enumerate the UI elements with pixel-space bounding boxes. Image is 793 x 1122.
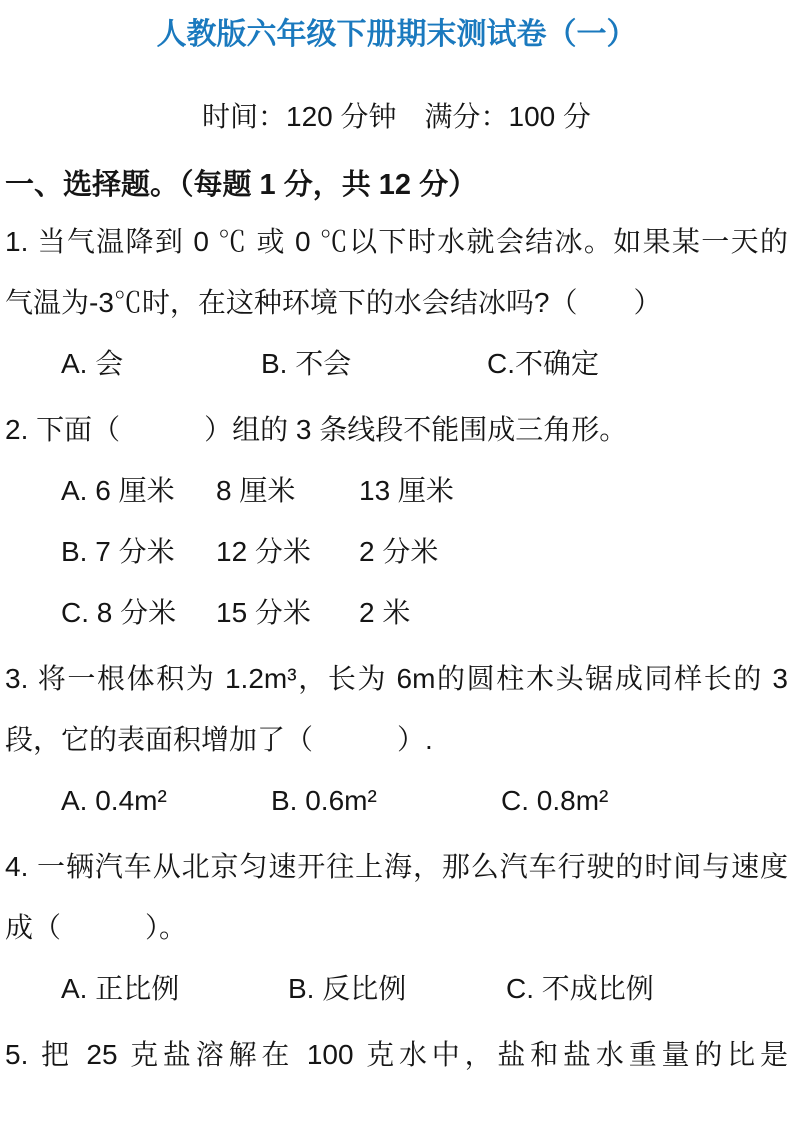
question-4-option-c: C. 不成比例 bbox=[506, 973, 654, 1004]
question-1-option-b: B. 不会 bbox=[261, 348, 352, 379]
question-2-option-c-cell-3: 2 米 bbox=[359, 597, 411, 628]
question-3-option-b: B. 0.6m² bbox=[271, 785, 377, 816]
question-3-option-c: C. 0.8m² bbox=[501, 785, 609, 816]
question-2-option-b-cell-3: 2 分米 bbox=[359, 536, 439, 567]
section-heading: 一、选择题。（每题 1 分，共 12 分） bbox=[5, 169, 478, 201]
question-4-line-1: 4. 一辆汽车从北京匀速开往上海，那么汽车行驶的时间与速度 bbox=[5, 851, 788, 882]
question-1-option-a: A. 会 bbox=[61, 348, 124, 379]
question-4-options bbox=[5, 958, 788, 1019]
question-1-options bbox=[5, 333, 788, 394]
question-3-option-a: A. 0.4m² bbox=[61, 785, 167, 816]
question-4-option-b: B. 反比例 bbox=[288, 973, 407, 1004]
question-2-option-a-cell-1: A. 6 厘米 bbox=[61, 475, 175, 506]
question-1-line-1: 1. 当气温降到 0 ℃ 或 0 ℃以下时水就会结冰。如果某一天的 bbox=[5, 226, 788, 257]
question-1-option-c: C.不确定 bbox=[487, 348, 600, 379]
question-2-option-row-b bbox=[5, 521, 788, 582]
question-5 bbox=[5, 1024, 788, 1085]
question-2-option-a-cell-3: 13 厘米 bbox=[359, 475, 454, 506]
question-2-line-1: 2. 下面（ ）组的 3 条线段不能围成三角形。 bbox=[5, 414, 628, 445]
question-2-option-b-cell-2: 12 分米 bbox=[216, 536, 311, 567]
question-2 bbox=[5, 399, 788, 643]
question-1-line-2: 气温为-3℃时，在这种环境下的水会结冰吗?（ ） bbox=[5, 287, 662, 318]
question-2-option-row-a bbox=[5, 460, 788, 521]
question-2-option-c-cell-1: C. 8 分米 bbox=[61, 597, 177, 628]
page-title: 人教版六年级下册期末测试卷（一） bbox=[156, 18, 637, 51]
question-3-options bbox=[5, 770, 788, 831]
question-5-line-1: 5. 把 25 克盐溶解在 100 克水中，盐和盐水重量的比是 bbox=[5, 1039, 788, 1070]
question-2-option-a-cell-2: 8 厘米 bbox=[216, 475, 296, 506]
question-3 bbox=[5, 648, 788, 831]
question-2-option-c-cell-2: 15 分米 bbox=[216, 597, 311, 628]
question-4 bbox=[5, 836, 788, 1019]
question-2-option-row-c bbox=[5, 582, 788, 643]
question-2-option-b-cell-1: B. 7 分米 bbox=[61, 536, 175, 567]
question-3-line-2: 段，它的表面积增加了（ ）. bbox=[5, 724, 433, 755]
question-1 bbox=[5, 211, 788, 394]
question-4-option-a: A. 正比例 bbox=[61, 973, 180, 1004]
exam-meta: 时间：120 分钟 满分：100 分 bbox=[202, 101, 591, 132]
question-3-line-1: 3. 将一根体积为 1.2m³，长为 6m的圆柱木头锯成同样长的 3 bbox=[5, 663, 788, 694]
question-4-line-2: 成（ ）。 bbox=[5, 912, 188, 943]
